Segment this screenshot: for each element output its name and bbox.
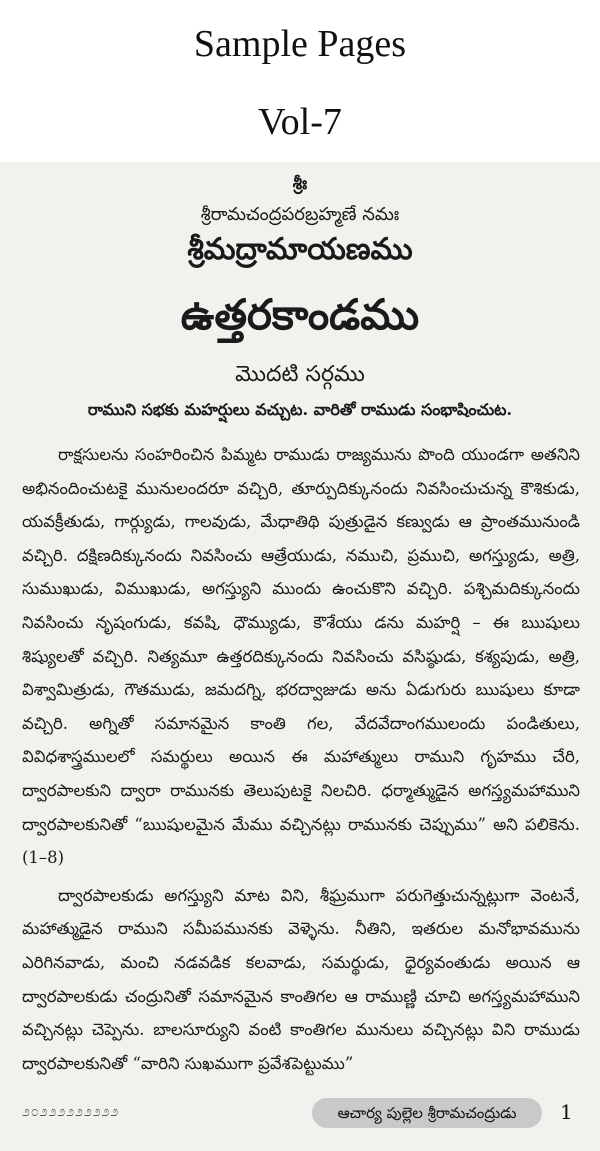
chapter-heading: మొదటి సర్గము: [235, 362, 365, 387]
sample-pages-title: Sample Pages: [193, 23, 407, 65]
page-body: [22, 438, 580, 1084]
page-number: 1: [560, 1100, 573, 1124]
book-title: శ్రీమద్రామాయణము: [187, 232, 413, 267]
page-footer: [0, 1094, 600, 1134]
ornament-border: ೨೦೨೨೨೨೨೨೨೨೨: [22, 1104, 120, 1120]
paragraph: రాక్షసులను సంహరించిన పిమ్మట రాముడు రాజ్యమును పొంది యుండగా అతనిని అభినందించుటకై మునులందరూ వచ్చిరి, తూర్పుదిక్కునందు నివసించుచున్న కౌశికుడు, యవక్రీతుడు, గార్గ్యుడు, గాలవుడు, మేధాతిథి పుత్రుడైన కణ్వుడు ఆ ప్రాంతమునుండి వచ్చిరి. దక్షిణదిక్కునందు నివసించు ఆత్రేయుడు, నముచి, ప్రముచి, అగస్త్యుడు, అత్రి, సుముఖుడు, విముఖుడు, అగస్త్యుని ముందు ఉంచుకొని వచ్చిరి. పశ్చిమదిక్కునందు నివసించు నృషంగుడు, కవషి, ధౌమ్యుడు, కౌశేయు డను మహర్షి – ఈ ఋషులు శిష్యులతో వచ్చిరి. నిత్యమూ ఉత్తరదిక్కునందు నివసించు వసిష్ఠుడు, కశ్యపుడు, అత్రి, విశ్వామిత్రుడు, గౌతముడు, జమదగ్ని, భరద్వాజుడు అను ఏడుగురు ఋషులు కూడా వచ్చిరి. అగ్నితో సమానమైన కాంతి గల, వేదవేదాంగములందు పండితులు, వివిధశాస్త్రములలో సమర్థులు అయిన ఈ మహాత్ములు రాముని గృహము చేరి, ద్వారపాలకుని ద్వారా రామునకు తెలుపుటకై నిలచిరి. ధర్మాత్ముడైన అగస్త్యమహాముని ద్వారపాలకునితో “ఋషులమైన మేము వచ్చినట్లు రామునకు చెప్పుము” అని పలికెను. (1–8): [22, 445, 580, 868]
salutation: శ్రీరామచంద్రపరబ్రహ్మణే నమః: [200, 204, 400, 225]
sample-header: [0, 0, 600, 162]
kanda-title: ఉత్తరకాండము: [180, 290, 420, 339]
book-page: [0, 162, 600, 1151]
chapter-summary: రాముని సభకు మహర్షులు వచ్చుట. వారితో రాముడు సంభాషించుట.: [87, 400, 513, 419]
paragraph: ద్వారపాలకుడు అగస్త్యుని మాట విని, శీఘ్రముగా పరుగెత్తుచున్నట్లుగా వెంటనే, మహాత్ముడైన రాముని సమీపమునకు వెళ్ళెను. నీతిని, ఇతరుల మనోభావమును ఎరిగినవాడు, మంచి నడవడిక కలవాడు, సమర్థుడు, ధైర్యవంతుడు అయిన ఆ ద్వారపాలకుడు చంద్రునితో సమానమైన కాంతిగల ఆ రాముణ్ణి చూచి అగస్త్యమహాముని వచ్చినట్లు చెప్పెను. బాలసూర్యుని వంటి కాంతిగల మునులు వచ్చినట్లు విని రాముడు ద్వారపాలకునితో “వారిని సుఖముగా ప్రవేశపెట్టుము”: [22, 885, 580, 1073]
volume-label: Vol-7: [258, 101, 342, 143]
author-label: ఆచార్య పుల్లెల శ్రీరామచంద్రుడు: [312, 1098, 542, 1128]
invocation: శ్రీః: [292, 174, 308, 194]
